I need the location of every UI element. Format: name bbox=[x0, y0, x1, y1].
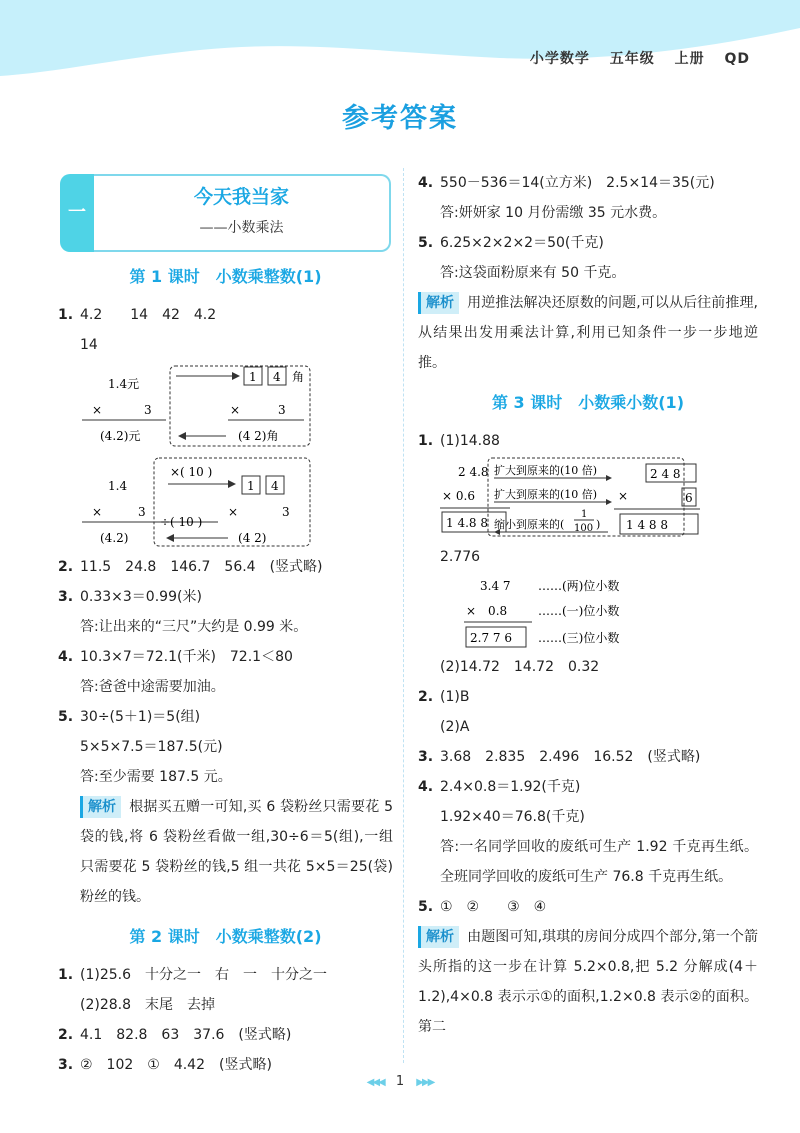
item-number: 1. bbox=[58, 307, 74, 323]
answer-item bbox=[418, 682, 758, 712]
item-answer: 答:妍妍家 10 月份需缴 35 元水费。 bbox=[440, 205, 667, 221]
decimal-label: ……(一)位小数 bbox=[538, 604, 620, 618]
diagram-value: 3 bbox=[282, 505, 290, 519]
unit-title: 今天我当家 bbox=[193, 186, 289, 208]
page-title: 参考答案 bbox=[342, 103, 458, 134]
right-column bbox=[418, 168, 758, 1042]
scaling-diagram bbox=[438, 456, 738, 542]
left-arrows-icon: ◀◀◀ bbox=[366, 1077, 384, 1088]
arrow-head bbox=[606, 475, 612, 481]
decimal-label: ……(三)位小数 bbox=[538, 631, 620, 645]
diagram-value: 2 4 8 bbox=[650, 467, 681, 481]
multiplication-diagram bbox=[78, 362, 338, 552]
diagram-value: 3 bbox=[138, 505, 146, 519]
item-answer: 答:这袋面粉原来有 50 千克。 bbox=[440, 265, 626, 281]
diagram-unit: 角 bbox=[292, 370, 305, 384]
item-text: 4.1 82.8 63 37.6 (竖式略) bbox=[80, 1027, 292, 1043]
item-answer: 答:一名同学回收的废纸可生产 1.92 千克再生纸。全班同学回收的废纸可生产 76.8 千克再生纸。 bbox=[440, 839, 758, 885]
diagram-unit: 角 bbox=[266, 429, 279, 443]
arrow-head bbox=[232, 372, 240, 380]
arrow-label: 缩小到原来的( bbox=[494, 518, 565, 531]
item-text: (1)14.88 bbox=[440, 433, 500, 449]
diagram-multiplier: ×( 10 ) bbox=[170, 465, 213, 479]
item-text: (1)B bbox=[440, 689, 470, 705]
item-text: ② 102 ① 4.42 (竖式略) bbox=[80, 1057, 272, 1073]
diagram-value: × 0.8 bbox=[466, 604, 508, 618]
answer-item bbox=[58, 642, 393, 672]
lesson-title: 第 1 课时 小数乘整数(1) bbox=[129, 267, 322, 286]
item-text: (2)28.8 末尾 去掉 bbox=[80, 997, 216, 1013]
diagram-operator: × bbox=[92, 505, 103, 519]
diagram-value: 3 bbox=[278, 403, 286, 417]
diagram-operator: × bbox=[92, 403, 103, 417]
answer-item bbox=[418, 228, 758, 258]
answer-item bbox=[418, 426, 758, 456]
diagram-1 bbox=[82, 366, 310, 446]
answer-item bbox=[418, 168, 758, 198]
answer-item bbox=[418, 772, 758, 802]
item-text: 30÷(5＋1)＝5(组) bbox=[80, 709, 201, 725]
item-number: 3. bbox=[418, 749, 434, 765]
diagram-digit: 4 bbox=[271, 479, 279, 493]
arrow-label: 扩大到原来的(10 倍) bbox=[494, 464, 598, 477]
unit-body bbox=[94, 174, 391, 252]
diagram-digit: 2 bbox=[254, 531, 262, 545]
item-number: 2. bbox=[58, 1027, 74, 1043]
item-number: 4. bbox=[58, 649, 74, 665]
diagram-result: 2.7 7 6 bbox=[470, 631, 512, 645]
item-text: 2.776 bbox=[440, 549, 481, 565]
item-text: 6.25×2×2×2＝50(千克) bbox=[440, 235, 604, 251]
diagram-result: (4.2) bbox=[100, 531, 129, 545]
diagram-operator: × bbox=[228, 505, 239, 519]
answer-item bbox=[58, 960, 393, 990]
diagram-value: (4 2)角 bbox=[238, 429, 279, 443]
item-number: 4. bbox=[418, 175, 434, 191]
answer-item bbox=[58, 582, 393, 612]
header-grade: 五年级 bbox=[609, 51, 655, 67]
diagram-value: 2 4.8 bbox=[458, 465, 489, 479]
unit-subtitle: ——小数乘法 bbox=[199, 220, 284, 236]
item-text: (2)A bbox=[440, 719, 470, 735]
analysis-text: 根据买五赠一可知,买 6 袋粉丝只需要花 5 袋的钱,将 6 袋粉丝看做一组,30÷6＝5(组),一组只需要花 5 袋粉丝的钱,5 组一共花 5×5＝25(袋)粉丝的钱。 bbox=[80, 799, 393, 905]
right-arrows-icon: ▶▶▶ bbox=[416, 1077, 434, 1088]
arrow-head bbox=[228, 480, 236, 488]
header-subject: 小学数学 bbox=[529, 51, 590, 67]
header-volume: 上册 bbox=[674, 51, 705, 67]
item-number: 5. bbox=[418, 235, 434, 251]
unit-header bbox=[60, 174, 393, 252]
diagram-result: (4.2)元 bbox=[100, 429, 141, 443]
diagram-value: 6 bbox=[685, 491, 693, 505]
diagram-value: 1.4元 bbox=[108, 377, 140, 391]
diagram-value: (4 2) bbox=[238, 531, 267, 545]
item-number: 1. bbox=[58, 967, 74, 983]
diagram-divisor: ÷( 10 ) bbox=[160, 515, 203, 529]
diagram-operator: × bbox=[618, 489, 629, 503]
arrow-head bbox=[166, 534, 174, 542]
item-number: 1. bbox=[418, 433, 434, 449]
item-text: 2.4×0.8＝1.92(千克) bbox=[440, 779, 581, 795]
page-number: 1 bbox=[395, 1074, 405, 1089]
item-number: 5. bbox=[418, 899, 434, 915]
item-text: ① ② ③ ④ bbox=[440, 899, 547, 915]
header-edition: QD bbox=[724, 51, 750, 67]
item-text: 4.2 14 42 4.2 bbox=[80, 307, 217, 323]
analysis-block bbox=[418, 288, 758, 378]
analysis-tag: 解析 bbox=[80, 796, 121, 818]
answer-item bbox=[58, 1020, 393, 1050]
analysis-block bbox=[418, 922, 758, 1042]
header-info bbox=[516, 48, 750, 68]
arrow-head bbox=[178, 432, 186, 440]
answer-item bbox=[58, 552, 393, 582]
decimal-places-diagram bbox=[462, 572, 702, 650]
analysis-block bbox=[58, 792, 393, 912]
analysis-text: 用逆推法解决还原数的问题,可以从后往前推理,从结果出发用乘法计算,利用已知条件一步一步地逆推。 bbox=[418, 295, 758, 371]
item-text: 1.92×40＝76.8(千克) bbox=[440, 809, 585, 825]
diagram-digit: 1 bbox=[249, 370, 257, 384]
answer-item bbox=[58, 300, 393, 330]
item-text: (2)14.72 14.72 0.32 bbox=[440, 659, 600, 675]
item-text: 5×5×7.5＝187.5(元) bbox=[80, 739, 223, 755]
diagram-value: 1.4 bbox=[108, 479, 128, 493]
item-number: 5. bbox=[58, 709, 74, 725]
diagram-operator: × bbox=[230, 403, 241, 417]
item-number: 2. bbox=[58, 559, 74, 575]
analysis-tag: 解析 bbox=[418, 292, 459, 314]
left-column bbox=[58, 168, 393, 1080]
answer-item bbox=[418, 742, 758, 772]
decimal-label: ……(两)位小数 bbox=[538, 579, 620, 593]
diagram-value: 3 bbox=[144, 403, 152, 417]
answer-item bbox=[418, 892, 758, 922]
item-text: 550－536＝14(立方米) 2.5×14＝35(元) bbox=[440, 175, 715, 191]
page-footer bbox=[0, 1074, 800, 1089]
diagram-2 bbox=[82, 458, 310, 546]
item-text: 14 bbox=[80, 337, 98, 353]
unit-number: 一 bbox=[60, 174, 94, 252]
diagram-digit: 4 bbox=[242, 531, 251, 545]
item-text: 10.3×7＝72.1(千米) 72.1＜80 bbox=[80, 649, 293, 665]
header-wave bbox=[0, 0, 800, 80]
item-answer: 答:至少需要 187.5 元。 bbox=[80, 769, 232, 785]
fraction-numerator: 1 bbox=[581, 509, 588, 520]
item-number: 3. bbox=[58, 1057, 74, 1073]
diagram-digit: 4 bbox=[273, 370, 281, 384]
item-answer: 答:让出来的“三尺”大约是 0.99 米。 bbox=[80, 619, 308, 635]
item-text: (1)25.6 十分之一 右 一 十分之一 bbox=[80, 967, 328, 983]
analysis-tag: 解析 bbox=[418, 926, 459, 948]
diagram-digit: 1 bbox=[247, 479, 255, 493]
arrow-head bbox=[606, 499, 612, 505]
arrow-label: 扩大到原来的(10 倍) bbox=[494, 488, 598, 501]
diagram-value: 3.4 7 bbox=[480, 579, 511, 593]
lesson-title: 第 2 课时 小数乘整数(2) bbox=[129, 927, 322, 946]
item-number: 4. bbox=[418, 779, 434, 795]
diagram-result: 1 4.8 8 bbox=[446, 516, 488, 530]
item-text: 0.33×3＝0.99(米) bbox=[80, 589, 202, 605]
lesson-title: 第 3 课时 小数乘小数(1) bbox=[491, 393, 685, 412]
diagram-digit: 2 bbox=[254, 429, 262, 443]
arrow-label: ) bbox=[596, 518, 601, 531]
item-answer: 答:爸爸中途需要加油。 bbox=[80, 679, 225, 695]
item-number: 3. bbox=[58, 589, 74, 605]
answer-item bbox=[58, 702, 393, 732]
diagram-digit: 4 bbox=[242, 429, 251, 443]
diagram-value: × 0.6 bbox=[442, 489, 475, 503]
column-divider bbox=[403, 168, 404, 1063]
item-number: 2. bbox=[418, 689, 434, 705]
analysis-text: 由题图可知,琪琪的房间分成四个部分,第一个箭头所指的这一步在计算 5.2×0.8,把 5.2 分解成(4＋1.2),4×0.8 表示示①的面积,1.2×0.8 表示②的面积。第二 bbox=[418, 929, 758, 1035]
diagram-value: 1 4 8 8 bbox=[626, 518, 668, 532]
item-text: 11.5 24.8 146.7 56.4 (竖式略) bbox=[80, 559, 323, 575]
fraction-denominator: 100 bbox=[574, 523, 594, 534]
item-text: 3.68 2.835 2.496 16.52 (竖式略) bbox=[440, 749, 701, 765]
